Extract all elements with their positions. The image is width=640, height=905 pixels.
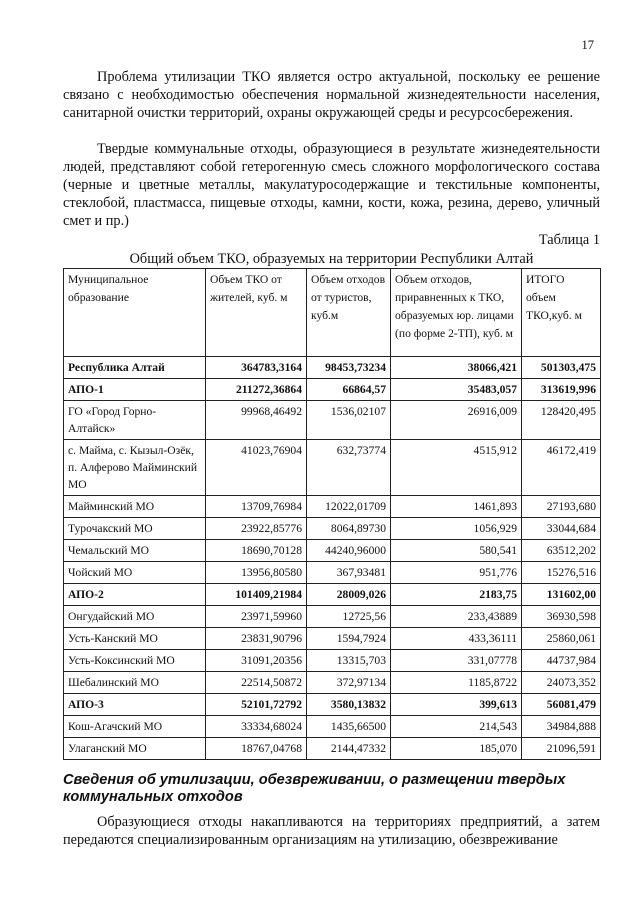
cell-value: 22514,50872 [206,672,307,694]
cell-value: 26916,009 [391,401,522,440]
cell-municipality: Чойский МО [64,562,206,584]
cell-municipality: Шебалинский МО [64,672,206,694]
cell-value: 38066,421 [391,357,522,379]
cell-municipality: АПО-2 [64,584,206,606]
table-row [64,357,601,379]
cell-value: 12022,01709 [307,496,391,518]
cell-municipality: Кош-Агачский МО [64,716,206,738]
cell-value: 331,07778 [391,650,522,672]
table-row [64,738,601,760]
cell-value: 41023,76904 [206,440,307,496]
cell-value: 632,73774 [307,440,391,496]
cell-value: 23922,85776 [206,518,307,540]
cell-value: 66864,57 [307,379,391,401]
table-row [64,606,601,628]
intro-paragraph: Проблема утилизации ТКО является остро актуальной, поскольку ее решение связано с необходимостью обеспечения нормальной жизнедеятельности населения, санитарной очистки территорий, охраны окружающей среды и ресурсосбережения. [63,69,600,121]
cell-municipality: ГО «Город Горно-Алтайск» [64,401,206,440]
table-caption: Общий объем ТКО, образуемых на территории Республики Алтай [129,251,534,267]
cell-value: 44737,984 [522,650,601,672]
page-number: 17 [581,38,594,52]
cell-value: 372,97134 [307,672,391,694]
cell-value: 13709,76984 [206,496,307,518]
cell-value: 128420,495 [522,401,601,440]
cell-value: 1461,893 [391,496,522,518]
cell-value: 25860,061 [522,628,601,650]
cell-value: 18690,70128 [206,540,307,562]
cell-value: 28009,026 [307,584,391,606]
cell-value: 1435,66500 [307,716,391,738]
cell-municipality: Турочакский МО [64,518,206,540]
cell-municipality: Онгудайский МО [64,606,206,628]
cell-value: 99968,46492 [206,401,307,440]
cell-value: 131602,00 [522,584,601,606]
table-row [64,672,601,694]
cell-value: 313619,996 [522,379,601,401]
cell-value: 21096,591 [522,738,601,760]
cell-value: 1594,7924 [307,628,391,650]
table-row [64,650,601,672]
closing-paragraph: Образующиеся отходы накапливаются на территориях предприятий, а затем передаются специализированным организациям на утилизацию, обезвреживание [63,814,600,848]
table-row [64,694,601,716]
composition-paragraph: Твердые коммунальные отходы, образующиеся в результате жизнедеятельности людей, представляют собой гетерогенную смесь сложного морфологического состава (черные и цветные металлы, макулатуросодержащие и текстильные компоненты, стеклобой, пластмасса, пищевые отходы, камни, кости, кожа, резина, дерево, уличный смет и пр.) [63,141,600,229]
cell-municipality: АПО-1 [64,379,206,401]
cell-value: 34984,888 [522,716,601,738]
table-row [64,496,601,518]
table-row [64,716,601,738]
cell-value: 36930,598 [522,606,601,628]
table-row [64,440,601,496]
table-row [64,401,601,440]
cell-value: 13315,703 [307,650,391,672]
cell-value: 27193,680 [522,496,601,518]
cell-municipality: Майминский МО [64,496,206,518]
cell-value: 214,543 [391,716,522,738]
cell-value: 4515,912 [391,440,522,496]
cell-value: 364783,3164 [206,357,307,379]
cell-value: 35483,057 [391,379,522,401]
table-header-row [64,269,601,357]
cell-municipality: Республика Алтай [64,357,206,379]
table-body [64,357,601,760]
cell-value: 367,93481 [307,562,391,584]
cell-value: 399,613 [391,694,522,716]
cell-value: 18767,04768 [206,738,307,760]
cell-value: 1536,02107 [307,401,391,440]
cell-municipality: Усть-Коксинский МО [64,650,206,672]
header-legal-entities: Объем отходов, приравненных к ТКО, образуемых юр. лицами (по форме 2-ТП), куб. м [391,269,522,357]
cell-value: 12725,56 [307,606,391,628]
cell-value: 951,776 [391,562,522,584]
cell-value: 211272,36864 [206,379,307,401]
cell-value: 98453,73234 [307,357,391,379]
cell-municipality: Улаганский МО [64,738,206,760]
cell-value: 185,070 [391,738,522,760]
cell-value: 3580,13832 [307,694,391,716]
cell-value: 24073,352 [522,672,601,694]
section-heading: Сведения об утилизации, обезвреживании, о размещении твердых коммунальных отходов [63,772,566,805]
cell-value: 63512,202 [522,540,601,562]
cell-value: 580,541 [391,540,522,562]
table-row [64,379,601,401]
cell-value: 2144,47332 [307,738,391,760]
cell-value: 46172,419 [522,440,601,496]
cell-municipality: АПО-3 [64,694,206,716]
table-row [64,562,601,584]
cell-value: 23971,59960 [206,606,307,628]
header-municipality: Муниципальное образование [64,269,206,357]
table-row [64,518,601,540]
cell-value: 56081,479 [522,694,601,716]
header-total: ИТОГО объем ТКО,куб. м [522,269,601,357]
cell-value: 1185,8722 [391,672,522,694]
cell-municipality: Усть-Канский МО [64,628,206,650]
cell-value: 33044,684 [522,518,601,540]
table-row [64,584,601,606]
cell-value: 1056,929 [391,518,522,540]
cell-value: 31091,20356 [206,650,307,672]
cell-value: 23831,90796 [206,628,307,650]
cell-value: 13956,80580 [206,562,307,584]
header-tourists: Объем отходов от туристов, куб.м [307,269,391,357]
cell-value: 101409,21984 [206,584,307,606]
table-row [64,540,601,562]
cell-value: 15276,516 [522,562,601,584]
table-number: Таблица 1 [538,232,600,248]
cell-value: 8064,89730 [307,518,391,540]
cell-value: 44240,96000 [307,540,391,562]
cell-value: 233,43889 [391,606,522,628]
cell-municipality: с. Майма, с. Кызыл-Озёк, п. Алферово Майминский МО [64,440,206,496]
cell-value: 33334,68024 [206,716,307,738]
cell-value: 52101,72792 [206,694,307,716]
cell-municipality: Чемальский МО [64,540,206,562]
cell-value: 433,36111 [391,628,522,650]
waste-volume-table [63,268,601,760]
cell-value: 501303,475 [522,357,601,379]
cell-value: 2183,75 [391,584,522,606]
header-residents: Объем ТКО от жителей, куб. м [206,269,307,357]
table-row [64,628,601,650]
